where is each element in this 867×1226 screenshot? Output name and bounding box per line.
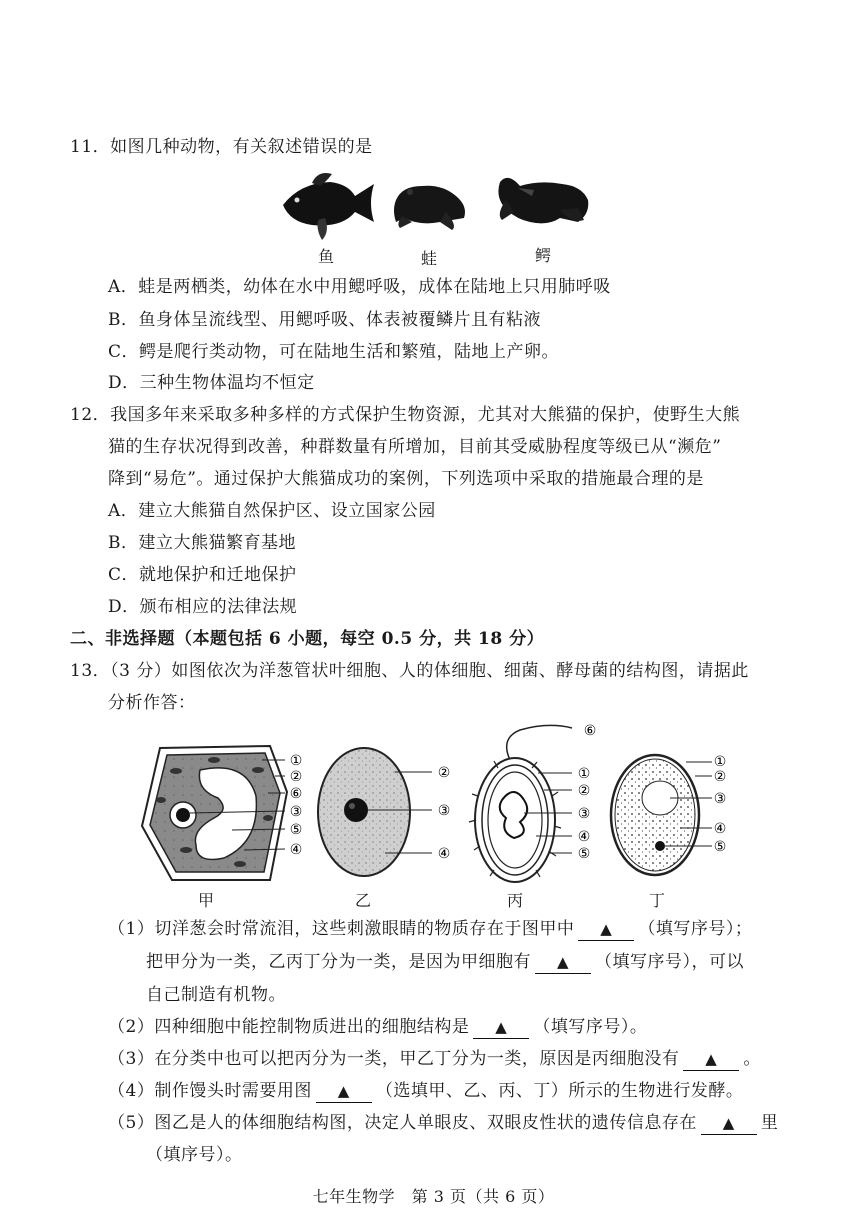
onion-cell-num-5: ⑤ bbox=[289, 822, 303, 838]
q13-sub1-line1: （1）切洋葱会时常流泪，这些刺激眼睛的物质存在于图甲中 ▲ （填写序号）； bbox=[108, 919, 753, 939]
human-cell-num-4: ④ bbox=[437, 846, 451, 862]
human-cell-num-2: ② bbox=[437, 765, 451, 781]
q13-sub2: （2）四种细胞中能控制物质进出的细胞结构是 ▲ （填写序号）。 bbox=[108, 1017, 648, 1037]
human-cell-diagram bbox=[318, 748, 432, 876]
answer-blank[interactable]: ▲ bbox=[683, 1048, 739, 1071]
yeast-num-1: ① bbox=[713, 754, 727, 770]
onion-cell-num-2: ② bbox=[289, 769, 303, 785]
q13-sub1-line2: 把甲分为一类，乙丙丁分为一类，是因为甲细胞有 ▲ （填写序号），可以 bbox=[146, 952, 744, 972]
bacterium-num-5: ⑤ bbox=[577, 846, 591, 862]
onion-cell-num-6: ⑥ bbox=[289, 786, 303, 802]
bacterium-diagram bbox=[469, 725, 572, 882]
onion-cell-num-3: ③ bbox=[289, 804, 303, 820]
yeast-num-3: ③ bbox=[713, 791, 727, 807]
q12-stem-line2: 猫的生存状况得到改善，种群数量有所增加，目前其受威胁程度等级已从“濒危” bbox=[108, 437, 722, 457]
q12-option-c: C．就地保护和迁地保护 bbox=[108, 565, 297, 585]
answer-blank[interactable]: ▲ bbox=[701, 1112, 757, 1135]
bacterium-num-2: ② bbox=[577, 783, 591, 799]
q13-stem-line1: 13．（3 分）如图依次为洋葱管状叶细胞、人的体细胞、细菌、酵母菌的结构图，请据此 bbox=[70, 661, 749, 681]
q13-stem-line2: 分析作答： bbox=[108, 693, 196, 713]
yeast-num-5: ⑤ bbox=[713, 839, 727, 855]
yeast-num-4: ④ bbox=[713, 821, 727, 837]
animal-caption-fish: 鱼 bbox=[317, 247, 334, 266]
q12-stem-line3: 降到“易危”。通过保护大熊猫成功的案例，下列选项中采取的措施最合理的是 bbox=[108, 469, 704, 489]
onion-cell-diagram bbox=[142, 746, 287, 880]
q11-stem: 11．如图几种动物，有关叙述错误的是 bbox=[70, 137, 373, 157]
answer-blank[interactable]: ▲ bbox=[578, 918, 634, 941]
q12-option-a: A．建立大熊猫自然保护区、设立国家公园 bbox=[108, 501, 436, 521]
q12-option-b: B．建立大熊猫繁育基地 bbox=[108, 533, 296, 553]
animal-caption-frog: 蛙 bbox=[420, 249, 437, 268]
cell-label-jia: 甲 bbox=[197, 891, 214, 910]
bacterium-num-3: ③ bbox=[577, 806, 591, 822]
animal-caption-crocodile: 鳄 bbox=[534, 246, 551, 265]
yeast-num-2: ② bbox=[713, 769, 727, 785]
q13-sub4: （4）制作馒头时需要用图 ▲ （选填甲、乙、丙、丁）所示的生物进行发酵。 bbox=[108, 1081, 744, 1101]
section-heading: 二、非选择题（本题包括 6 小题，每空 0.5 分，共 18 分） bbox=[70, 629, 545, 649]
q11-option-c: C．鳄是爬行类动物，可在陆地生活和繁殖，陆地上产卵。 bbox=[108, 342, 560, 362]
q11-option-b: B．鱼身体呈流线型、用鳃呼吸、体表被覆鳞片且有粘液 bbox=[108, 310, 541, 330]
q12-option-d: D．颁布相应的法律法规 bbox=[108, 597, 298, 617]
cell-label-ding: 丁 bbox=[648, 891, 665, 910]
bacterium-num-1: ① bbox=[577, 766, 591, 782]
answer-blank[interactable]: ▲ bbox=[535, 951, 591, 974]
bacterium-num-6: ⑥ bbox=[583, 723, 597, 739]
q13-sub1-line3: 自己制造有机物。 bbox=[146, 985, 286, 1005]
answer-blank[interactable]: ▲ bbox=[316, 1080, 372, 1103]
q13-sub5-line1: （5）图乙是人的体细胞结构图，决定人单眼皮、双眼皮性状的遗传信息存在 ▲ 里 bbox=[108, 1113, 779, 1133]
q13-sub5-line2: （填序号）。 bbox=[146, 1145, 243, 1165]
human-cell-num-3: ③ bbox=[437, 803, 451, 819]
yeast-diagram bbox=[611, 755, 712, 875]
answer-blank[interactable]: ▲ bbox=[473, 1016, 529, 1039]
cell-label-bing: 丙 bbox=[506, 891, 523, 910]
bacterium-num-4: ④ bbox=[577, 829, 591, 845]
cell-label-yi: 乙 bbox=[354, 891, 371, 910]
onion-cell-num-4: ④ bbox=[289, 842, 303, 858]
onion-cell-num-1: ① bbox=[289, 753, 303, 769]
q11-option-d: D．三种生物体温均不恒定 bbox=[108, 373, 315, 393]
q12-stem-line1: 12．我国多年来采取多种多样的方式保护生物资源，尤其对大熊猫的保护，使野生大熊 bbox=[70, 405, 741, 425]
q11-option-a: A．蛙是两栖类，幼体在水中用鳃呼吸，成体在陆地上只用肺呼吸 bbox=[108, 277, 611, 297]
page-footer: 七年生物学 第 3 页（共 6 页） bbox=[312, 1187, 555, 1206]
q13-sub3: （3）在分类中也可以把丙分为一类，甲乙丁分为一类，原因是丙细胞没有 ▲ 。 bbox=[108, 1049, 761, 1069]
